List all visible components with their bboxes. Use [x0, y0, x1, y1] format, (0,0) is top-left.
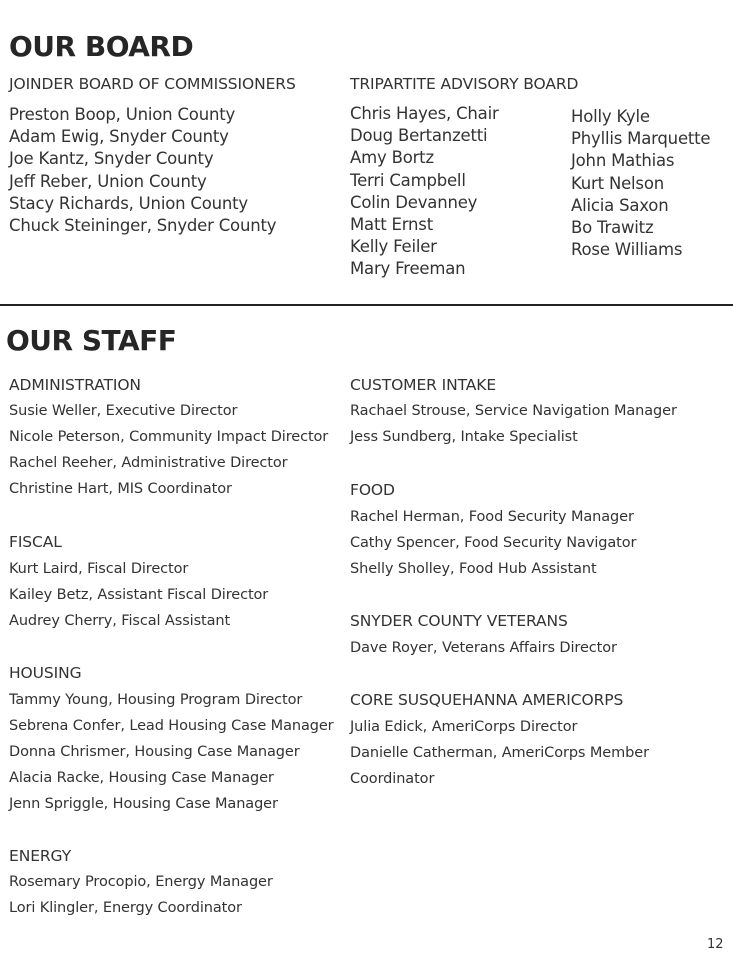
americorps-list: [350, 714, 649, 792]
administration-heading: ADMINISTRATION: [9, 376, 141, 394]
list-item: Audrey Cherry, Fiscal Assistant: [9, 613, 231, 629]
list-item: Doug Bertanzetti: [350, 126, 488, 146]
list-item: John Mathias: [571, 151, 675, 171]
administration-list: [9, 398, 328, 502]
list-item: Lori Klingler, Energy Coordinator: [9, 900, 242, 916]
list-item: Chris Hayes, Chair: [350, 104, 499, 123]
list-item: Nicole Peterson, Community Impact Director: [9, 429, 329, 445]
list-item: Bo Trawitz: [571, 218, 654, 238]
fiscal-heading: FISCAL: [9, 533, 62, 551]
list-item: Kurt Laird, Fiscal Director: [9, 561, 189, 577]
list-item: Joe Kantz, Snyder County: [9, 149, 214, 169]
list-item: Cathy Spencer, Food Security Navigator: [350, 535, 637, 551]
tripartite-list-col1: [350, 103, 499, 281]
veterans-heading: SNYDER COUNTY VETERANS: [350, 612, 568, 630]
list-item: Mary Freeman: [350, 259, 466, 279]
customer-intake-heading: CUSTOMER INTAKE: [350, 376, 497, 394]
customer-intake-list: [350, 398, 677, 450]
list-item: Adam Ewig, Snyder County: [9, 127, 229, 147]
list-item: Preston Boop, Union County: [9, 105, 236, 124]
list-item: Danielle Catherman, AmeriCorps Member: [350, 745, 649, 761]
joinder-list: [9, 104, 276, 237]
list-item: Shelly Sholley, Food Hub Assistant: [350, 561, 597, 577]
list-item: Rosemary Procopio, Energy Manager: [9, 874, 273, 890]
list-item: Phyllis Marquette: [571, 129, 711, 149]
housing-list: [9, 687, 334, 817]
list-item: Coordinator: [350, 771, 435, 787]
tripartite-list-col2: [571, 106, 710, 261]
list-item: Amy Bortz: [350, 148, 434, 168]
list-item: Jenn Spriggle, Housing Case Manager: [9, 796, 278, 812]
list-item: Rachael Strouse, Service Navigation Manager: [350, 403, 677, 419]
joinder-heading: JOINDER BOARD OF COMMISSIONERS: [9, 75, 296, 93]
list-item: Rachel Reeher, Administrative Director: [9, 455, 288, 471]
list-item: Terri Campbell: [350, 170, 466, 190]
list-item: Colin Devanney: [350, 192, 478, 212]
list-item: Rachel Herman, Food Security Manager: [350, 509, 634, 525]
list-item: Matt Ernst: [350, 215, 433, 235]
list-item: Sebrena Confer, Lead Housing Case Manager: [9, 718, 334, 734]
list-item: Kurt Nelson: [571, 173, 664, 193]
list-item: Tammy Young, Housing Program Director: [9, 692, 303, 708]
list-item: Chuck Steininger, Snyder County: [9, 216, 277, 236]
energy-list: [9, 869, 273, 921]
list-item: Jeff Reber, Union County: [9, 171, 207, 191]
housing-heading: HOUSING: [9, 664, 82, 682]
fiscal-list: [9, 556, 268, 634]
energy-heading: ENERGY: [9, 847, 72, 865]
page-number: 12: [707, 937, 724, 952]
list-item: Christine Hart, MIS Coordinator: [9, 481, 232, 497]
list-item: Jess Sundberg, Intake Specialist: [350, 429, 578, 445]
list-item: Alacia Racke, Housing Case Manager: [9, 770, 274, 786]
food-list: [350, 504, 636, 582]
list-item: Donna Chrismer, Housing Case Manager: [9, 744, 300, 760]
list-item: Julia Edick, AmeriCorps Director: [350, 719, 578, 735]
list-item: Stacy Richards, Union County: [9, 193, 248, 213]
list-item: Alicia Saxon: [571, 195, 669, 215]
tripartite-heading: TRIPARTITE ADVISORY BOARD: [350, 75, 579, 93]
list-item: Holly Kyle: [571, 107, 650, 126]
list-item: Dave Royer, Veterans Affairs Director: [350, 640, 617, 656]
list-item: Kailey Betz, Assistant Fiscal Director: [9, 587, 269, 603]
section-divider: [0, 304, 733, 306]
staff-title: OUR STAFF: [6, 324, 177, 357]
board-title: OUR BOARD: [9, 30, 194, 63]
list-item: Susie Weller, Executive Director: [9, 403, 238, 419]
veterans-list: [350, 635, 617, 661]
americorps-heading: CORE SUSQUEHANNA AMERICORPS: [350, 691, 624, 709]
list-item: Rose Williams: [571, 240, 683, 260]
list-item: Kelly Feiler: [350, 237, 437, 257]
food-heading: FOOD: [350, 481, 395, 499]
